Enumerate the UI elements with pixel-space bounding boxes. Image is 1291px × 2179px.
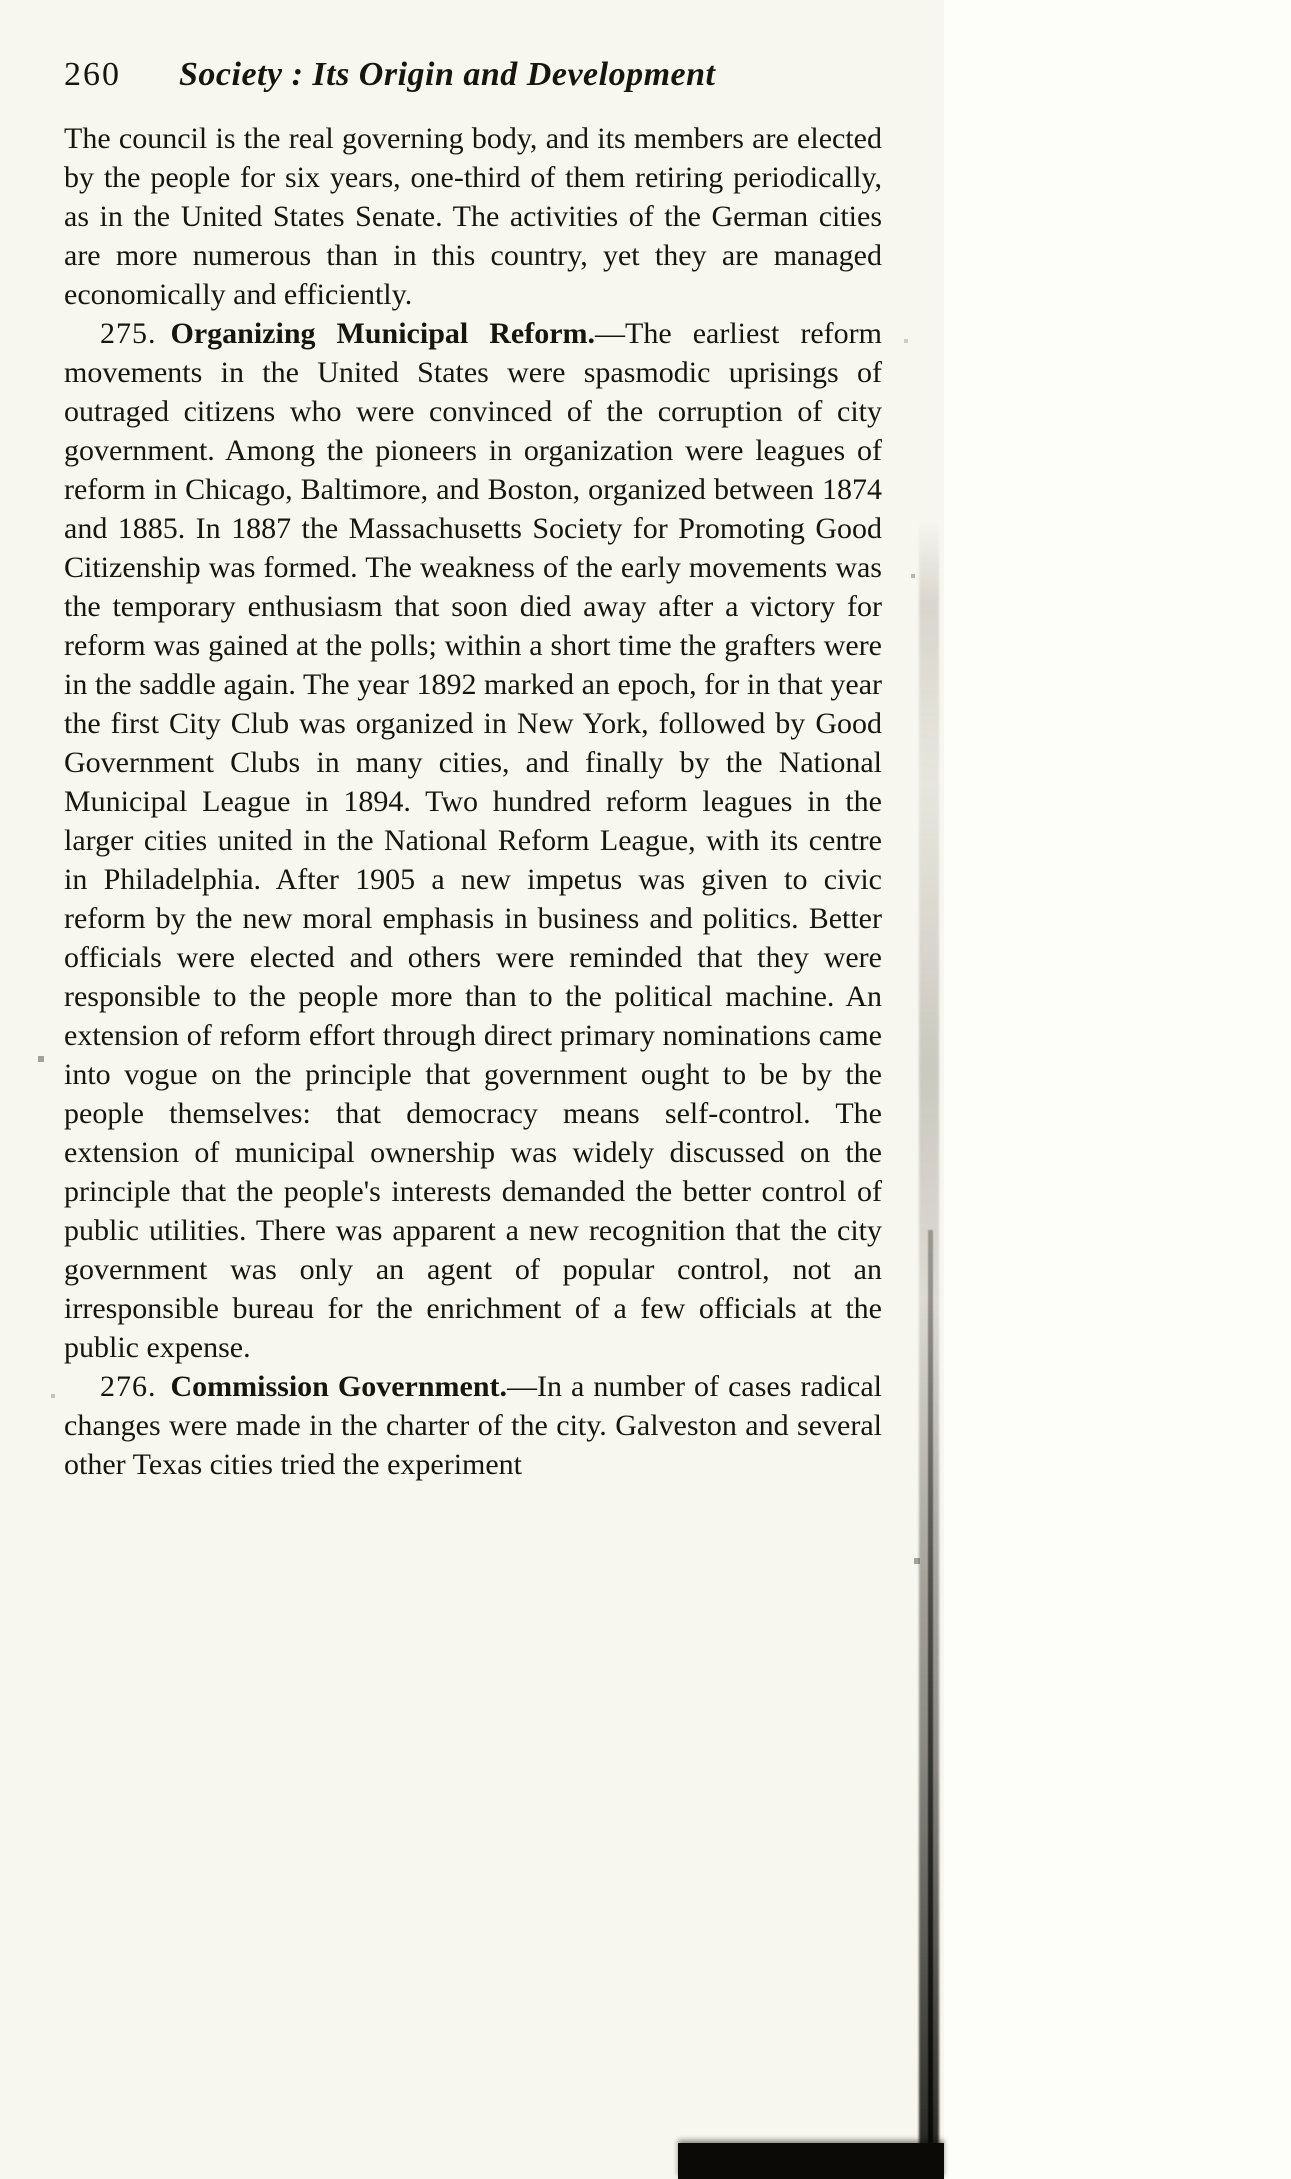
section-heading: Commission Government. bbox=[170, 1370, 508, 1403]
scan-noise bbox=[0, 0, 2, 2]
page-number: 260 bbox=[64, 56, 121, 93]
text-block bbox=[64, 119, 882, 1484]
body: —In a number of cases radical changes were made in the charter of the city. Galveston and several other Texas cities tried the experiment bbox=[64, 1370, 882, 1481]
section-number: 276. bbox=[100, 1370, 157, 1403]
body: The council is the real governing body, and its members are elected by the people for six years, one-third of them retiring periodically, as in the United States Senate. The activities of the German cities are more numerous than in this country, yet they are managed economically and efficiently. bbox=[64, 122, 882, 311]
running-header bbox=[64, 56, 884, 94]
section-number: 275. bbox=[100, 317, 157, 350]
scan-bottom-artifact bbox=[678, 2143, 944, 2179]
book-title: Society : Its Origin and Development bbox=[179, 56, 716, 93]
page-edge-margin bbox=[944, 0, 1291, 2179]
section-heading: Organizing Municipal Reform. bbox=[170, 317, 596, 350]
paragraph bbox=[64, 1367, 882, 1484]
body: —The earliest reform movements in the United States were spasmodic uprisings of outraged citizens who were convinced of the corruption of city government. Among the pioneers in organization were leagues of reform in Chicago, Baltimore, and Boston, organized between 1874 and 1885. In 1887 the Massachusetts Society for Promoting Good Citizenship was formed. The weakness of the early movements was the temporary enthusiasm that soon died away after a victory for reform was gained at the polls; within a short time the grafters were in the saddle again. The year 1892 marked an epoch, for in that year the first City Club was organized in New York, followed by Good Government Clubs in many cities, and finally by the National Municipal League in 1894. Two hundred reform leagues in the larger cities united in the National Reform League, with its centre in Philadelphia. After 1905 a new impetus was given to civic reform by the new moral emphasis in business and politics. Better officials were elected and others were reminded that they were responsible to the people more than to the political machine. An extension of reform effort through direct primary nominations came into vogue on the principle that government ought to be by the people themselves: that democracy means self-control. The extension of municipal ownership was widely discussed on the principle that the people's interests demanded the better control of public utilities. There was apparent a new recognition that the city government was only an agent of popular control, not an irresponsible bureau for the enrichment of a few officials at the public expense. bbox=[64, 317, 882, 1364]
scan-edge-artifact-dark bbox=[928, 1230, 933, 2179]
paragraph bbox=[64, 314, 882, 1367]
paragraph bbox=[64, 119, 882, 314]
